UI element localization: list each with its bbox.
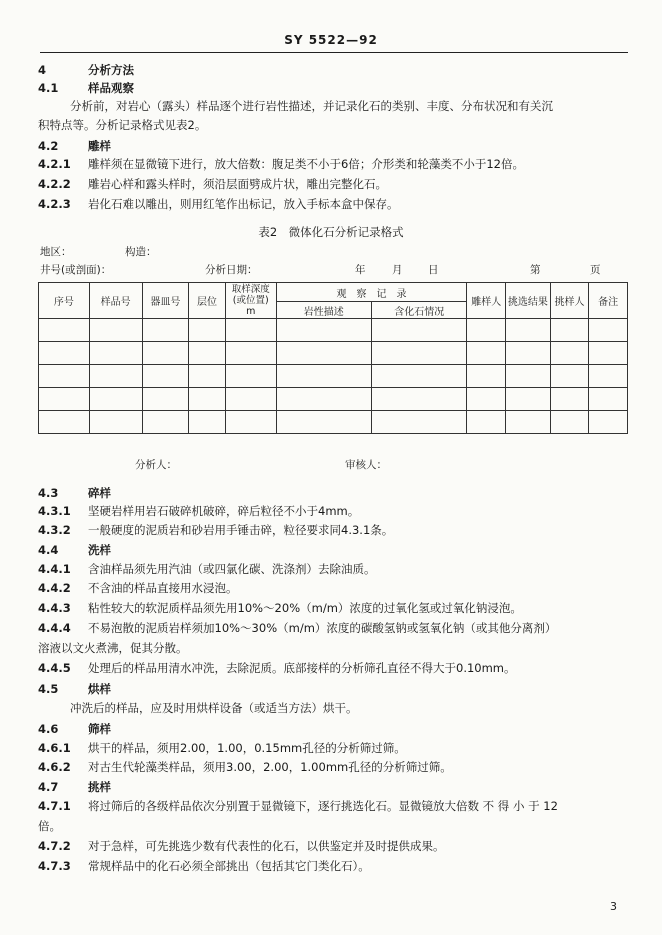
col-layer: 层位 [189,283,226,319]
section-title: 样品观察 [88,81,134,95]
clause-text: 岩化石难以雕出，则用红笔作出标记，放入手标本盒中保存。 [88,197,399,211]
col-picker: 挑样人 [550,283,589,319]
clause-4-2-2 [38,176,387,192]
clause-number: 4.6.2 [38,760,71,774]
section-title: 挑样 [88,780,111,794]
analysis-record-table [38,282,628,434]
clause-text: 不易泡散的泥质岩样须加10%～30%（m/m）浓度的碳酸氢钠或氢氧化钠（或其他分离剂） [88,621,557,635]
month-label: 月 [392,264,403,276]
col-fossil: 含化石情况 [372,302,467,319]
section-4-4-heading [38,542,111,558]
col-carver: 雕样人 [467,283,506,319]
clause-text: 粘性较大的软泥质样品须先用10%～20%（m/m）浓度的过氧化氢或过氧化钠浸泡。 [88,601,522,615]
clause-number: 4.3.1 [38,504,71,518]
clause-text: 雕样须在显微镜下进行，放大倍数：腹足类不小于6倍；介形类和轮藻类不小于12倍。 [88,157,524,171]
section-number: 4.6 [38,722,59,736]
clause-number: 4.4.5 [38,661,71,675]
clause-4-3-1 [38,503,359,519]
clause-number: 4.7.2 [38,839,71,853]
well-label: 井号(或剖面)： [40,264,112,276]
col-depth-unit: m [246,306,256,317]
section-title: 碎样 [88,486,111,500]
col-depth-line1: 取样深度 [231,284,270,295]
clause-number: 4.7.1 [38,799,71,813]
clause-4-4-2 [38,580,238,596]
paragraph-4-5: 冲洗后的样品，应及时用烘样设备（或适当方法）烘干。 [70,701,358,715]
col-dish: 器皿号 [142,283,189,319]
structure-label: 构造： [125,246,157,258]
clause-number: 4.2.3 [38,197,71,211]
page-prefix: 第 [530,264,541,276]
section-4-7-heading [38,779,111,795]
clause-text: 将过筛后的各级样品依次分别置于显微镜下，逐行挑选化石。显微镜放大倍数 不 得 小 于 12 [88,799,558,813]
section-number: 4.3 [38,486,59,500]
col-litho: 岩性描述 [276,302,371,319]
clause-4-4-4-continued: 溶液以文火煮沸，促其分散。 [38,641,188,655]
clause-number: 4.6.1 [38,741,71,755]
clause-4-7-3 [38,858,370,874]
section-number: 4.5 [38,682,59,696]
col-sample: 样品号 [89,283,142,319]
section-title: 洗样 [88,543,111,557]
clause-text: 常规样品中的化石必须全部挑出（包括其它门类化石）。 [88,859,370,873]
clause-4-6-2 [38,759,452,775]
clause-text: 处理后的样品用清水冲洗，去除泥质。底部接样的分析筛孔直径不得大于0.10mm。 [88,661,516,675]
section-title: 筛样 [88,722,111,736]
page-suffix: 页 [590,264,601,276]
section-title: 雕样 [88,139,111,153]
clause-4-3-2 [38,522,393,538]
col-depth [225,283,276,319]
section-number: 4.2 [38,139,59,153]
section-title: 烘样 [88,682,111,696]
clause-text: 雕岩心样和露头样时，须沿层面劈成片状，雕出完整化石。 [88,177,387,191]
clause-number: 4.4.3 [38,601,71,615]
clause-4-7-1-continued: 倍。 [38,819,61,833]
clause-4-6-1 [38,740,406,756]
section-4-heading [38,62,134,78]
clause-4-7-1 [38,798,558,814]
clause-number: 4.4.4 [38,621,71,635]
section-number: 4.4 [38,543,59,557]
section-4-6-heading [38,721,111,737]
clause-text: 含油样品须先用汽油（或四氯化碳、洗涤剂）去除油质。 [88,562,376,576]
clause-4-4-1 [38,561,376,577]
header-rule [40,52,628,53]
col-observation: 观 察 记 录 [276,283,467,302]
clause-text: 对于急样，可先挑选少数有代表性的化石，以供鉴定并及时提供成果。 [88,839,445,853]
analyst-label: 分析人： [135,459,177,471]
col-seq: 序号 [39,283,90,319]
section-number: 4.7 [38,780,59,794]
clause-4-7-2 [38,838,445,854]
table-row [39,365,628,388]
col-pick-result: 挑选结果 [506,283,551,319]
clause-number: 4.4.1 [38,562,71,576]
clause-text: 不含油的样品直接用水浸泡。 [88,581,238,595]
clause-text: 对古生代轮藻类样品，须用3.00，2.00，1.00mm孔径的分析筛过筛。 [88,760,452,774]
clause-number: 4.2.2 [38,177,71,191]
paragraph-4-1-line2: 积特点等。分析记录格式见表2。 [38,118,207,132]
table-header-row [39,283,628,302]
clause-number: 4.7.3 [38,859,71,873]
clause-text: 坚硬岩样用岩石破碎机破碎，碎后粒径不小于4mm。 [88,504,360,518]
region-label: 地区： [40,246,72,258]
section-number: 4.1 [38,81,59,95]
clause-4-4-4 [38,620,556,636]
section-number: 4 [38,63,47,77]
col-note: 备注 [589,283,628,319]
table-row [39,411,628,434]
clause-4-4-3 [38,600,522,616]
clause-text: 一般硬度的泥质岩和砂岩用手锤击碎，粒径要求同4.3.1条。 [88,523,394,537]
clause-4-4-5 [38,660,516,676]
clause-text: 烘干的样品，须用2.00，1.00，0.15mm孔径的分析筛过筛。 [88,741,406,755]
clause-4-2-1 [38,156,524,172]
reviewer-label: 审核人： [345,459,387,471]
section-4-3-heading [38,485,111,501]
clause-number: 4.4.2 [38,581,71,595]
section-4-1-heading [38,80,134,96]
clause-number: 4.2.1 [38,157,71,171]
table-row [39,388,628,411]
page-number: 3 [610,900,617,913]
clause-number: 4.3.2 [38,523,71,537]
standard-code-header: SY 5522—92 [284,33,378,47]
paragraph-4-1-line1: 分析前，对岩心（露头）样品逐个进行岩性描述，并记录化石的类别、丰度、分布状况和有关沉 [70,99,553,113]
day-label: 日 [428,264,439,276]
year-label: 年 [355,264,366,276]
section-title: 分析方法 [88,63,134,77]
table-row [39,342,628,365]
section-4-5-heading [38,681,111,697]
section-4-2-heading [38,138,111,154]
clause-4-2-3 [38,196,399,212]
col-depth-line2: (或位置) [232,295,269,306]
table-caption: 表2 微体化石分析记录格式 [258,225,404,239]
table-row [39,319,628,342]
date-label: 分析日期： [205,264,258,276]
